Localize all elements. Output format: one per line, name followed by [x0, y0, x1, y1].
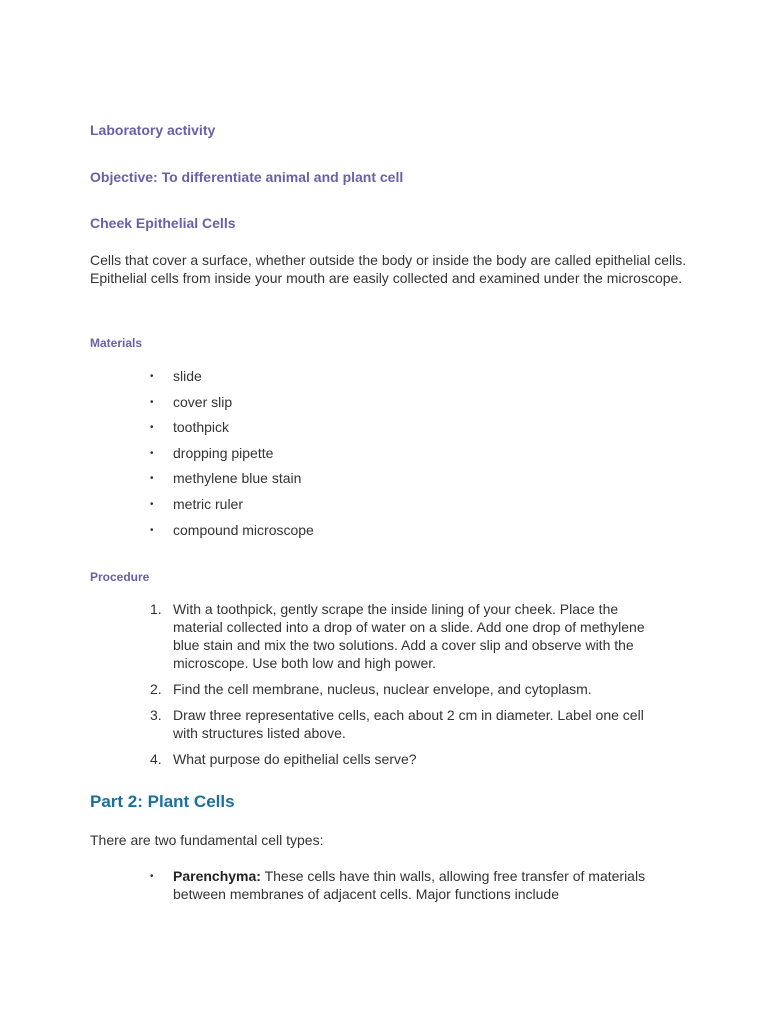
materials-list — [147, 367, 314, 546]
list-item — [147, 418, 314, 444]
step-text: What purpose do epithelial cells serve? — [173, 751, 417, 767]
procedure-heading: Procedure — [90, 570, 150, 584]
list-item — [147, 495, 314, 521]
cell-types-list — [147, 867, 667, 903]
bullet-icon: • — [150, 473, 154, 485]
list-item — [147, 469, 314, 495]
bullet-icon: • — [150, 371, 154, 382]
step-number: 2. — [150, 681, 162, 697]
part2-heading: Part 2: Plant Cells — [90, 792, 235, 811]
procedure-step — [147, 600, 657, 672]
step-text: With a toothpick, gently scrape the inside lining of your cheek. Place the material collected into a drop of water on a slide. Add one drop of methylene blue stain and mix the two solutions. Add a cover slip and observe with the microscope. Use both low and high power. — [173, 601, 645, 671]
bullet-icon: • — [150, 524, 154, 536]
step-number: 1. — [150, 601, 162, 617]
list-item-text: cover slip — [173, 393, 233, 410]
bullet-icon: • — [150, 447, 154, 459]
intro-paragraph: Cells that cover a surface, whether outside the body or inside the body are called epithelial cells. Epithelial cells from inside your mouth are easily collected and examined under the microscope. — [90, 252, 687, 286]
bullet-icon: • — [150, 396, 154, 408]
part2-intro: There are two fundamental cell types: — [90, 832, 324, 848]
section-title: Cheek Epithelial Cells — [90, 215, 236, 231]
objective-heading: Objective: To differentiate animal and plant cell — [90, 169, 404, 185]
list-item — [147, 393, 314, 419]
list-item-text: metric ruler — [173, 495, 244, 512]
step-number: 3. — [150, 707, 162, 723]
list-item-text: toothpick — [173, 419, 230, 436]
list-item — [147, 367, 314, 393]
list-item — [147, 521, 314, 547]
procedure-list — [147, 600, 657, 776]
step-text: Find the cell membrane, nucleus, nuclear envelope, and cytoplasm. — [173, 681, 592, 697]
list-item-text: compound microscope — [173, 521, 314, 538]
bullet-icon: • — [150, 871, 154, 882]
cell-type-term: Parenchyma: — [173, 868, 261, 884]
bullet-icon: • — [150, 422, 154, 434]
cell-type-description: These cells have thin walls, allowing free transfer of materials between membranes of adjacent cells. Major functions include — [173, 868, 646, 902]
materials-heading: Materials — [90, 336, 143, 350]
list-item — [147, 444, 314, 470]
procedure-step — [147, 750, 657, 768]
step-text: Draw three representative cells, each about 2 cm in diameter. Label one cell with structures listed above. — [173, 707, 644, 741]
document-title: Laboratory activity — [90, 122, 216, 138]
procedure-step — [147, 706, 657, 742]
list-item-text: dropping pipette — [173, 444, 274, 461]
list-item — [147, 867, 667, 903]
list-item-text: slide — [173, 368, 202, 384]
procedure-step — [147, 680, 657, 698]
bullet-icon: • — [150, 498, 154, 510]
list-item-text: methylene blue stain — [173, 470, 302, 487]
step-number: 4. — [150, 751, 162, 767]
